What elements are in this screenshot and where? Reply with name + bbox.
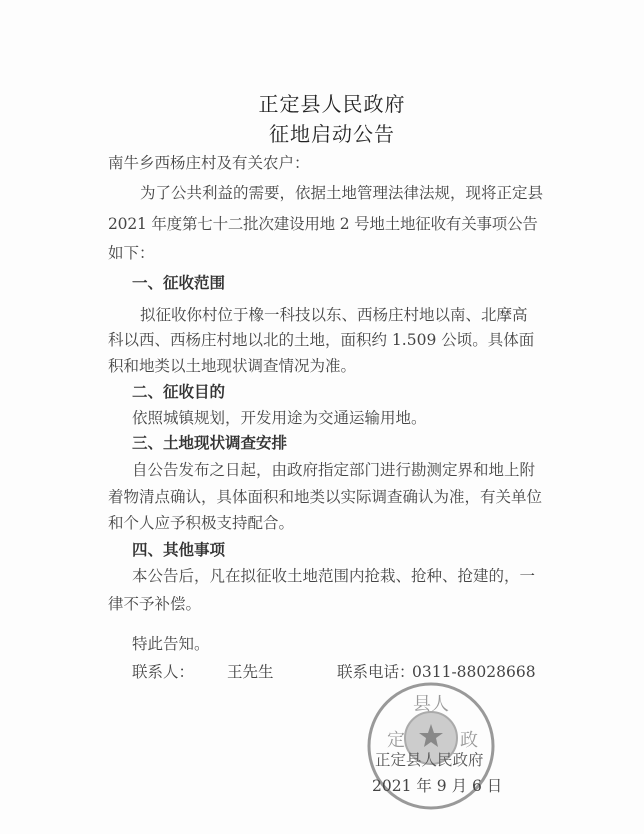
section-line: 律不予补偿。 bbox=[108, 595, 202, 613]
section-line: 积和地类以土地现状调查情况为准。 bbox=[108, 357, 357, 375]
intro-line: 2021 年度第七十二批次建设用地 2 号地土地征收有关事项公告 bbox=[108, 215, 538, 233]
section-line: 本公告后，凡在拟征收土地范围内抢栽、抢种、抢建的，一 bbox=[132, 567, 536, 585]
date: 2021 年 9 月 6 日 bbox=[372, 777, 503, 795]
issuer: 正定县人民政府 bbox=[375, 751, 484, 769]
contact-label: 联系人： bbox=[132, 663, 195, 681]
section-line: 着物清点确认，具体面积和地类以实际调查确认为准，有关单位 bbox=[108, 488, 543, 506]
contact-name: 王先生 bbox=[227, 663, 274, 681]
svg-text:县人: 县人 bbox=[413, 694, 449, 715]
section-heading: 三、土地现状调查安排 bbox=[132, 433, 288, 452]
svg-text:政: 政 bbox=[460, 730, 478, 751]
section-line: 科以西、西杨庄村地以北的土地，面积约 1.509 公顷。具体面 bbox=[108, 331, 535, 349]
section-heading: 一、征收范围 bbox=[132, 273, 226, 292]
closing: 特此告知。 bbox=[132, 635, 210, 653]
salutation: 南牛乡西杨庄村及有关农户： bbox=[108, 154, 310, 172]
title-line-1: 正定县人民政府 bbox=[258, 92, 406, 116]
section-heading: 二、征收目的 bbox=[132, 382, 226, 401]
title-line-2: 征地启动公告 bbox=[269, 122, 395, 146]
section-line: 拟征收你村位于橡一科技以东、西杨庄村地以南、北摩高 bbox=[140, 306, 528, 324]
section-line: 自公告发布之日起，由政府指定部门进行勘测定界和地上附 bbox=[132, 461, 536, 479]
intro-line: 如下： bbox=[108, 244, 155, 262]
contact-phone-label: 联系电话： bbox=[337, 663, 415, 681]
section-line: 依照城镇规划，开发用途为交通运输用地。 bbox=[132, 409, 427, 427]
intro-line: 为了公共利益的需要，依据土地管理法律法规，现将正定县 bbox=[140, 184, 544, 202]
contact-phone: 0311-88028668 bbox=[412, 663, 536, 681]
svg-text:定: 定 bbox=[387, 730, 405, 751]
section-heading: 四、其他事项 bbox=[132, 540, 226, 559]
section-line: 和个人应予积极支持配合。 bbox=[108, 514, 295, 532]
